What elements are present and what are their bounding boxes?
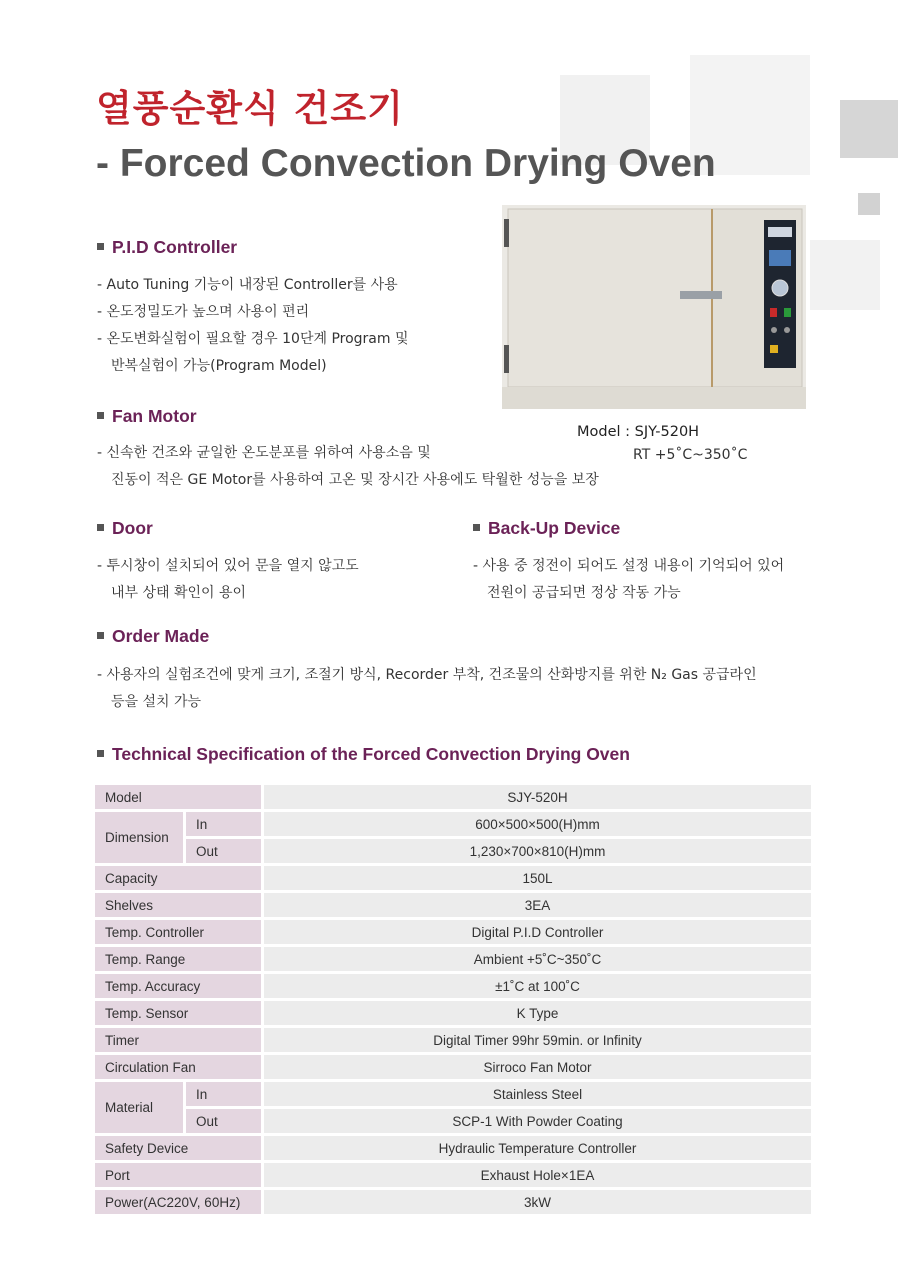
decorative-square [840,100,898,158]
spec-label: Temp. Sensor [95,1001,261,1025]
spec-value: 3kW [261,1190,811,1214]
heading-label: Technical Specification of the Forced Convection Drying Oven [112,744,630,764]
spec-value: SCP-1 With Powder Coating [261,1109,811,1133]
table-row [95,974,811,998]
fan-motor-text [97,440,599,494]
spec-value: Exhaust Hole×1EA [261,1163,811,1187]
text-line: - 사용 중 정전이 되어도 설정 내용이 기억되어 있어 [473,558,785,574]
bullet-square-icon [97,412,104,419]
table-row [95,839,811,863]
bullet-square-icon [97,632,104,639]
temperature-caption: RT +5˚C~350˚C [633,447,748,463]
table-row [95,1082,811,1106]
section-heading-spec [97,744,630,765]
spec-label: Dimension [95,812,183,863]
table-row [95,785,811,809]
table-row [95,812,811,836]
door-text [97,553,359,607]
spec-label: Port [95,1163,261,1187]
oven-product-image [502,205,806,409]
table-row [95,1136,811,1160]
spec-value: SJY-520H [261,785,811,809]
bullet-square-icon [97,524,104,531]
spec-sublabel: In [183,812,261,836]
table-row [95,1163,811,1187]
heading-label: Order Made [112,626,210,646]
text-line: 내부 상태 확인이 용이 [111,585,247,601]
text-line: 전원이 공급되면 정상 작동 가능 [487,585,681,601]
spec-value: 150L [261,866,811,890]
spec-sublabel: Out [183,839,261,863]
spec-sublabel: In [183,1082,261,1106]
spec-label: Temp. Controller [95,920,261,944]
text-line: - 투시창이 설치되어 있어 문을 열지 않고도 [97,558,359,574]
spec-label: Temp. Range [95,947,261,971]
spec-label: Capacity [95,866,261,890]
page-title-english: - Forced Convection Drying Oven [96,142,716,185]
spec-label: Temp. Accuracy [95,974,261,998]
table-row [95,1109,811,1133]
heading-label: Door [112,518,153,538]
text-line: 등을 설치 가능 [111,694,202,710]
section-heading-door [97,518,153,539]
pid-text [97,272,409,380]
table-row [95,1001,811,1025]
heading-label: Back-Up Device [488,518,621,538]
spec-label: Circulation Fan [95,1055,261,1079]
text-line: - 사용자의 실험조건에 맞게 크기, 조절기 방식, Recorder 부착, 건조물의 산화방지를 위한 N₂ Gas 공급라인 [97,667,757,683]
spec-value: Digital Timer 99hr 59min. or Infinity [261,1028,811,1052]
text-line: - 신속한 건조와 균일한 온도분포를 위하여 사용소음 및 [97,445,431,461]
text-line: - 온도정밀도가 높으며 사용이 편리 [97,304,310,320]
text-line: - Auto Tuning 기능이 내장된 Controller를 사용 [97,277,398,293]
spec-label: Safety Device [95,1136,261,1160]
page-title-korean: 열풍순환식 건조기 [96,87,404,130]
decorative-square [858,193,880,215]
spec-value: Ambient +5˚C~350˚C [261,947,811,971]
text-line: 진동이 적은 GE Motor를 사용하여 고온 및 장시간 사용에도 탁월한 성능을 보장 [111,472,599,488]
bullet-square-icon [97,750,104,757]
spec-value: Hydraulic Temperature Controller [261,1136,811,1160]
model-caption: Model : SJY-520H [577,424,700,440]
section-heading-fan-motor [97,406,197,427]
table-row [95,866,811,890]
table-row [95,1055,811,1079]
text-line: - 온도변화실험이 필요할 경우 10단계 Program 및 [97,331,409,347]
spec-value: Sirroco Fan Motor [261,1055,811,1079]
order-made-text [97,662,757,716]
spec-label: Timer [95,1028,261,1052]
spec-value: K Type [261,1001,811,1025]
backup-text [473,553,784,607]
spec-label: Material [95,1082,183,1133]
table-row [95,920,811,944]
spec-table [95,782,811,1217]
table-row [95,1028,811,1052]
spec-label: Model [95,785,261,809]
spec-value: 1,230×700×810(H)mm [261,839,811,863]
table-row [95,1190,811,1214]
spec-label: Power(AC220V, 60Hz) [95,1190,261,1214]
spec-value: ±1˚C at 100˚C [261,974,811,998]
spec-label: Shelves [95,893,261,917]
spec-value: 3EA [261,893,811,917]
heading-label: P.I.D Controller [112,237,238,257]
spec-value: Digital P.I.D Controller [261,920,811,944]
section-heading-pid [97,237,237,258]
bullet-square-icon [473,524,480,531]
section-heading-backup-device [473,518,620,539]
decorative-square [810,240,880,310]
text-line: 반복실험이 가능(Program Model) [111,358,327,374]
spec-value: Stainless Steel [261,1082,811,1106]
table-row [95,947,811,971]
table-row [95,893,811,917]
spec-value: 600×500×500(H)mm [261,812,811,836]
spec-sublabel: Out [183,1109,261,1133]
section-heading-order-made [97,626,209,647]
bullet-square-icon [97,243,104,250]
heading-label: Fan Motor [112,406,197,426]
